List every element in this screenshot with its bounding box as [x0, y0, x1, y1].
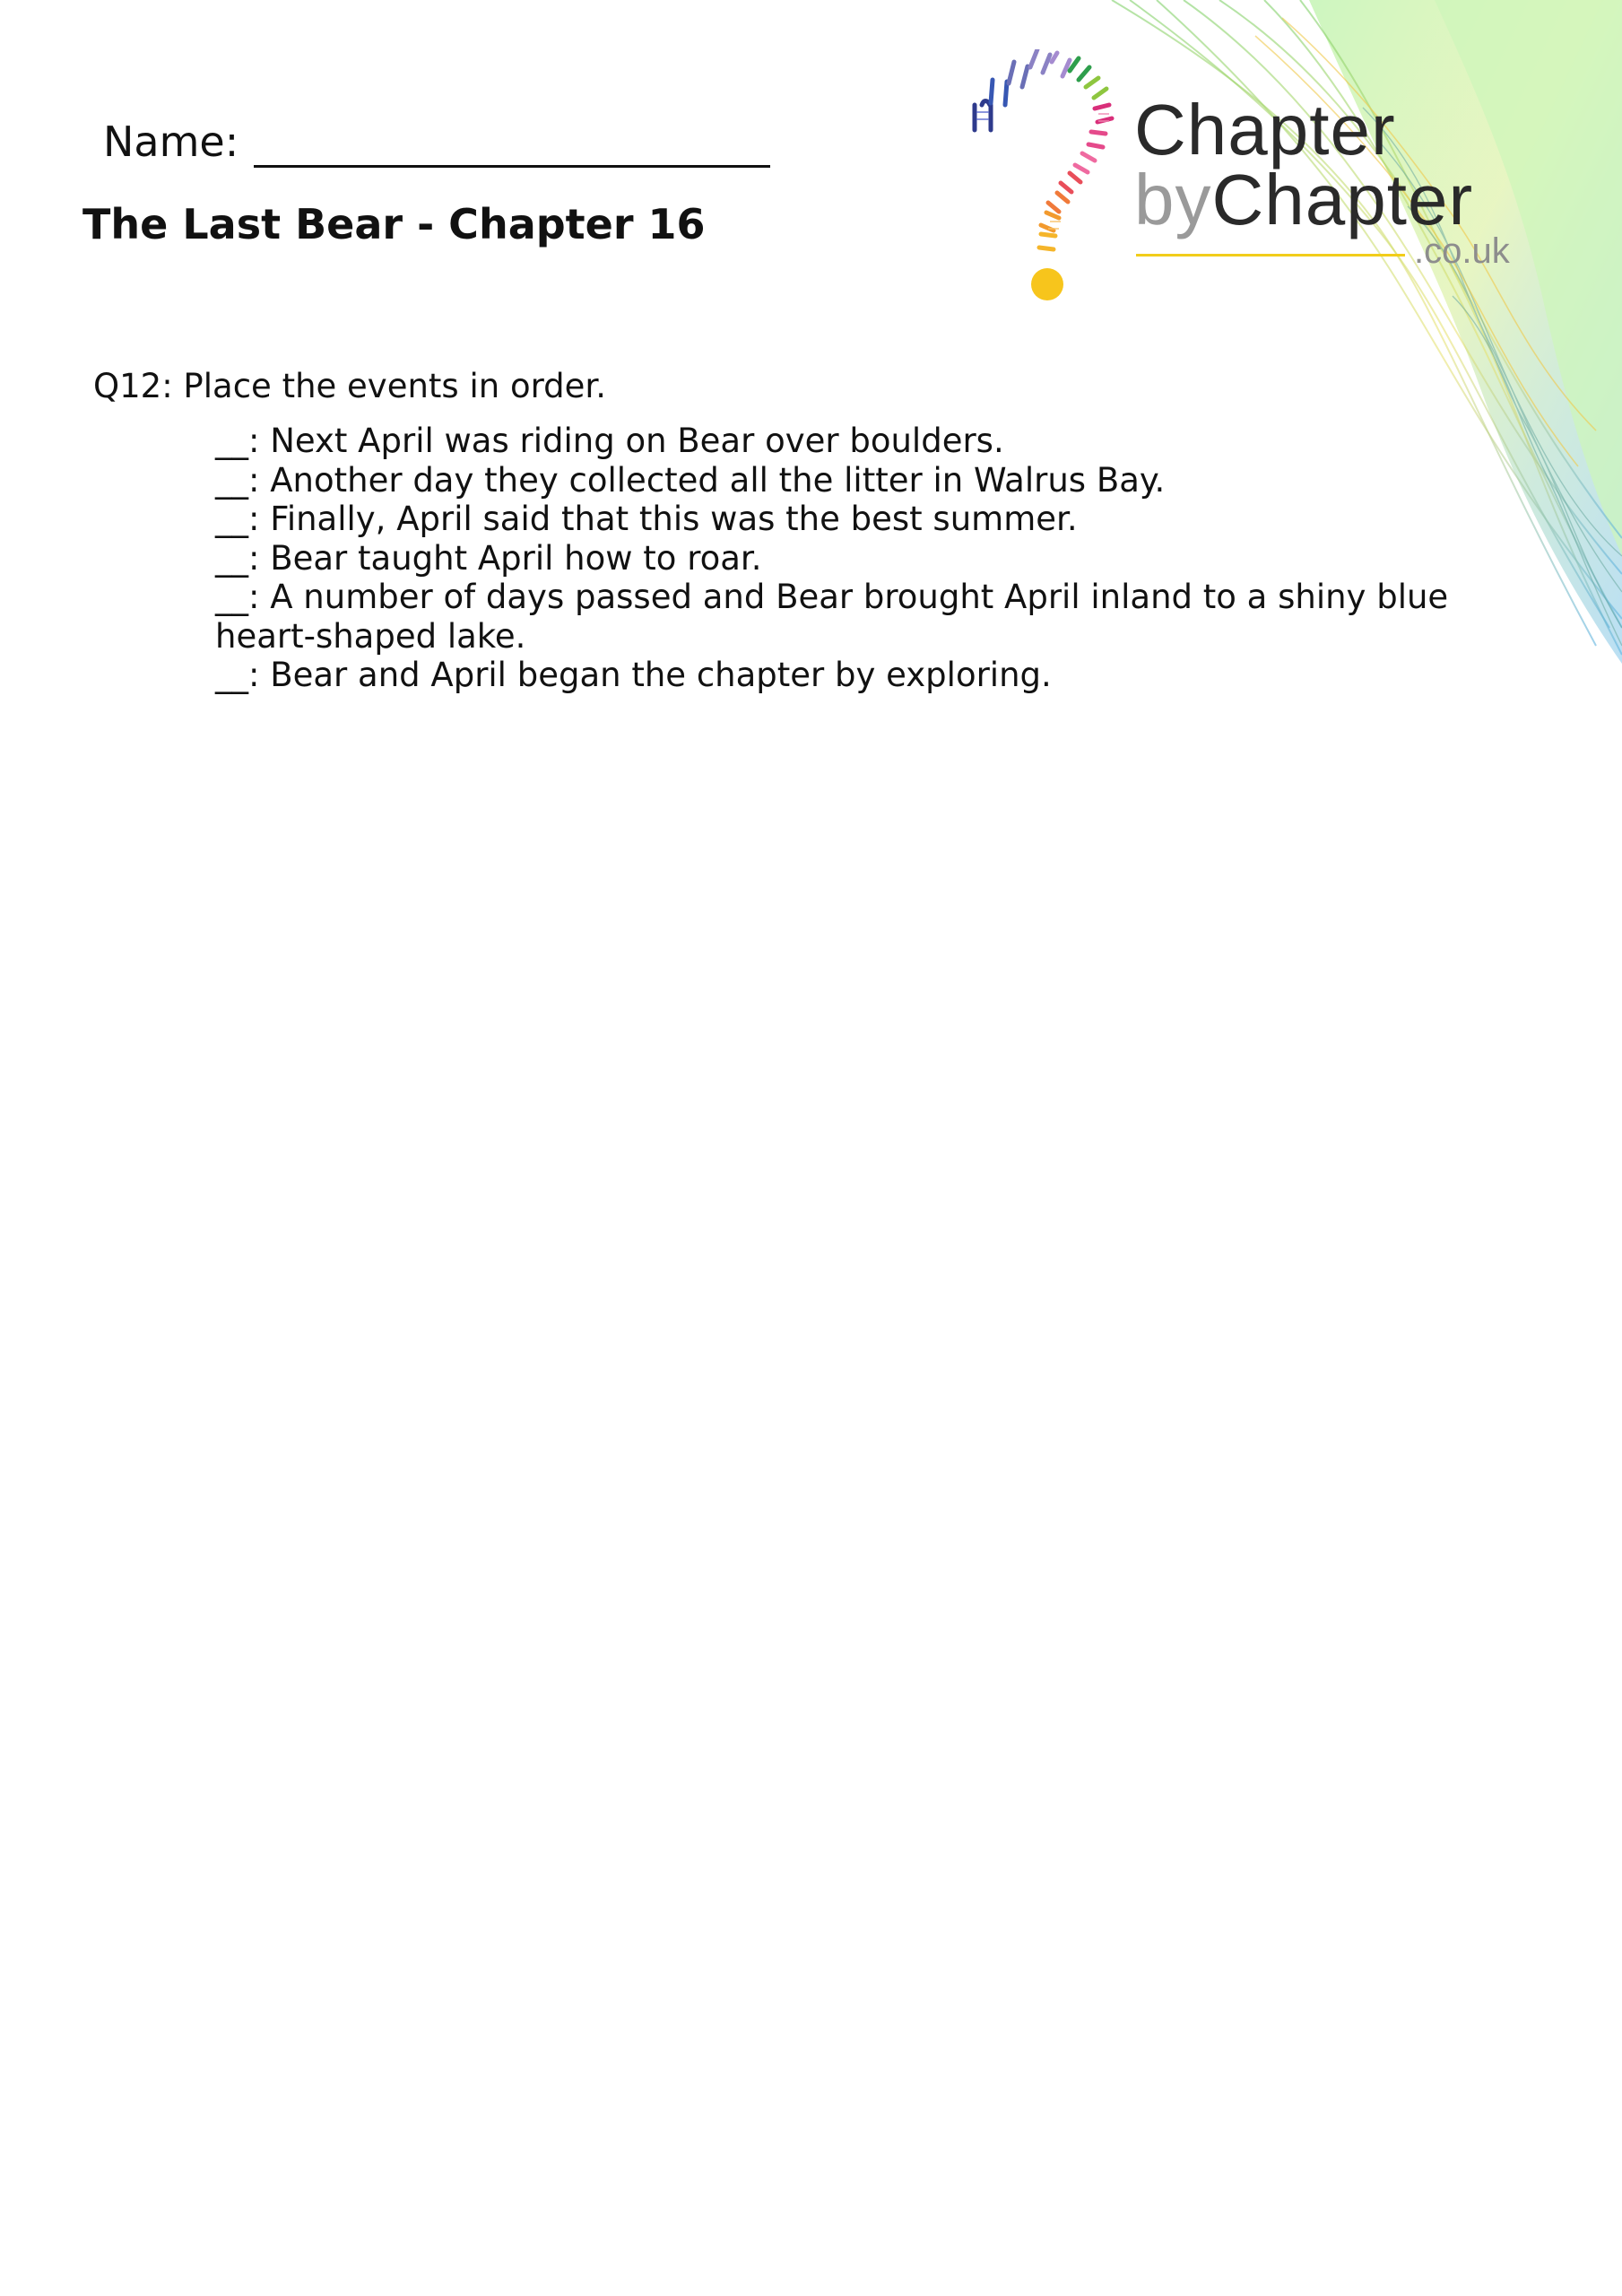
- event-item[interactable]: __: A number of days passed and Bear brought April inland to a shiny blue heart-shaped lake.: [215, 578, 1449, 656]
- logo-domain: .co.uk: [1414, 231, 1510, 271]
- event-item[interactable]: __: Next April was riding on Bear over boulders.: [215, 422, 1004, 460]
- page-title: The Last Bear - Chapter 16: [82, 200, 706, 248]
- logo-word-chapter: Chapter: [1134, 90, 1396, 170]
- name-write-line[interactable]: [254, 165, 770, 168]
- logo-word-bychapter: [1134, 160, 1473, 240]
- event-item[interactable]: __: Finally, April said that this was the best summer.: [215, 500, 1078, 538]
- name-label: Name:: [103, 117, 239, 166]
- event-item[interactable]: __: Bear taught April how to roar.: [215, 538, 762, 578]
- logo-word-chapter-second: Chapter: [1211, 160, 1474, 239]
- logo-word-by: by: [1134, 160, 1212, 239]
- event-item[interactable]: __: Another day they collected all the litter in Walrus Bay.: [215, 460, 1166, 500]
- chapter-by-chapter-logo: [1134, 90, 1529, 274]
- event-item[interactable]: __: Bear and April began the chapter by exploring.: [215, 656, 1052, 694]
- event-list: [215, 422, 1470, 695]
- question-prompt: Q12: Place the events in order.: [93, 367, 606, 405]
- book-question-mark-icon: [964, 49, 1121, 309]
- logo-underline: [1136, 254, 1405, 257]
